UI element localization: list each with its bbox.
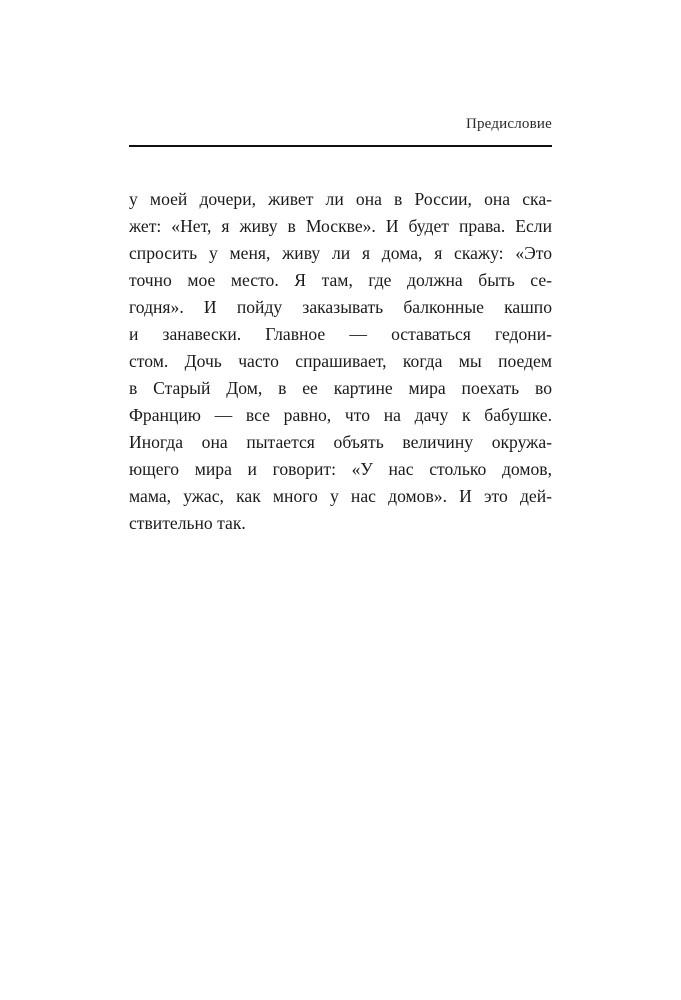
text-line: стом. Дочь часто спрашивает, когда мы поедем: [129, 351, 552, 371]
text-line: и занавески. Главное — оставаться гедони-: [129, 324, 552, 344]
text-line: спросить у меня, живу ли я дома, я скажу: «Это: [129, 243, 552, 263]
text-line: Иногда она пытается объять величину окружа-: [129, 432, 552, 452]
text-line: у моей дочери, живет ли она в России, она ска-: [129, 189, 552, 209]
header-rule: [129, 145, 552, 147]
text-line: мама, ужас, как много у нас домов». И это дей-: [129, 486, 552, 506]
text-line: жет: «Нет, я живу в Москве». И будет права. Если: [129, 216, 552, 236]
text-line: Францию — все равно, что на дачу к бабушке.: [129, 405, 552, 425]
body-text: [129, 186, 552, 537]
text-line: в Старый Дом, в ее картине мира поехать во: [129, 378, 552, 398]
text-line: ствительно так.: [129, 513, 246, 533]
text-line: ющего мира и говорит: «У нас столько домов,: [129, 459, 552, 479]
text-line: годня». И пойду заказывать балконные кашпо: [129, 297, 552, 317]
text-line: точно мое место. Я там, где должна быть се-: [129, 270, 552, 290]
running-head-title: Предисловие: [465, 116, 552, 132]
